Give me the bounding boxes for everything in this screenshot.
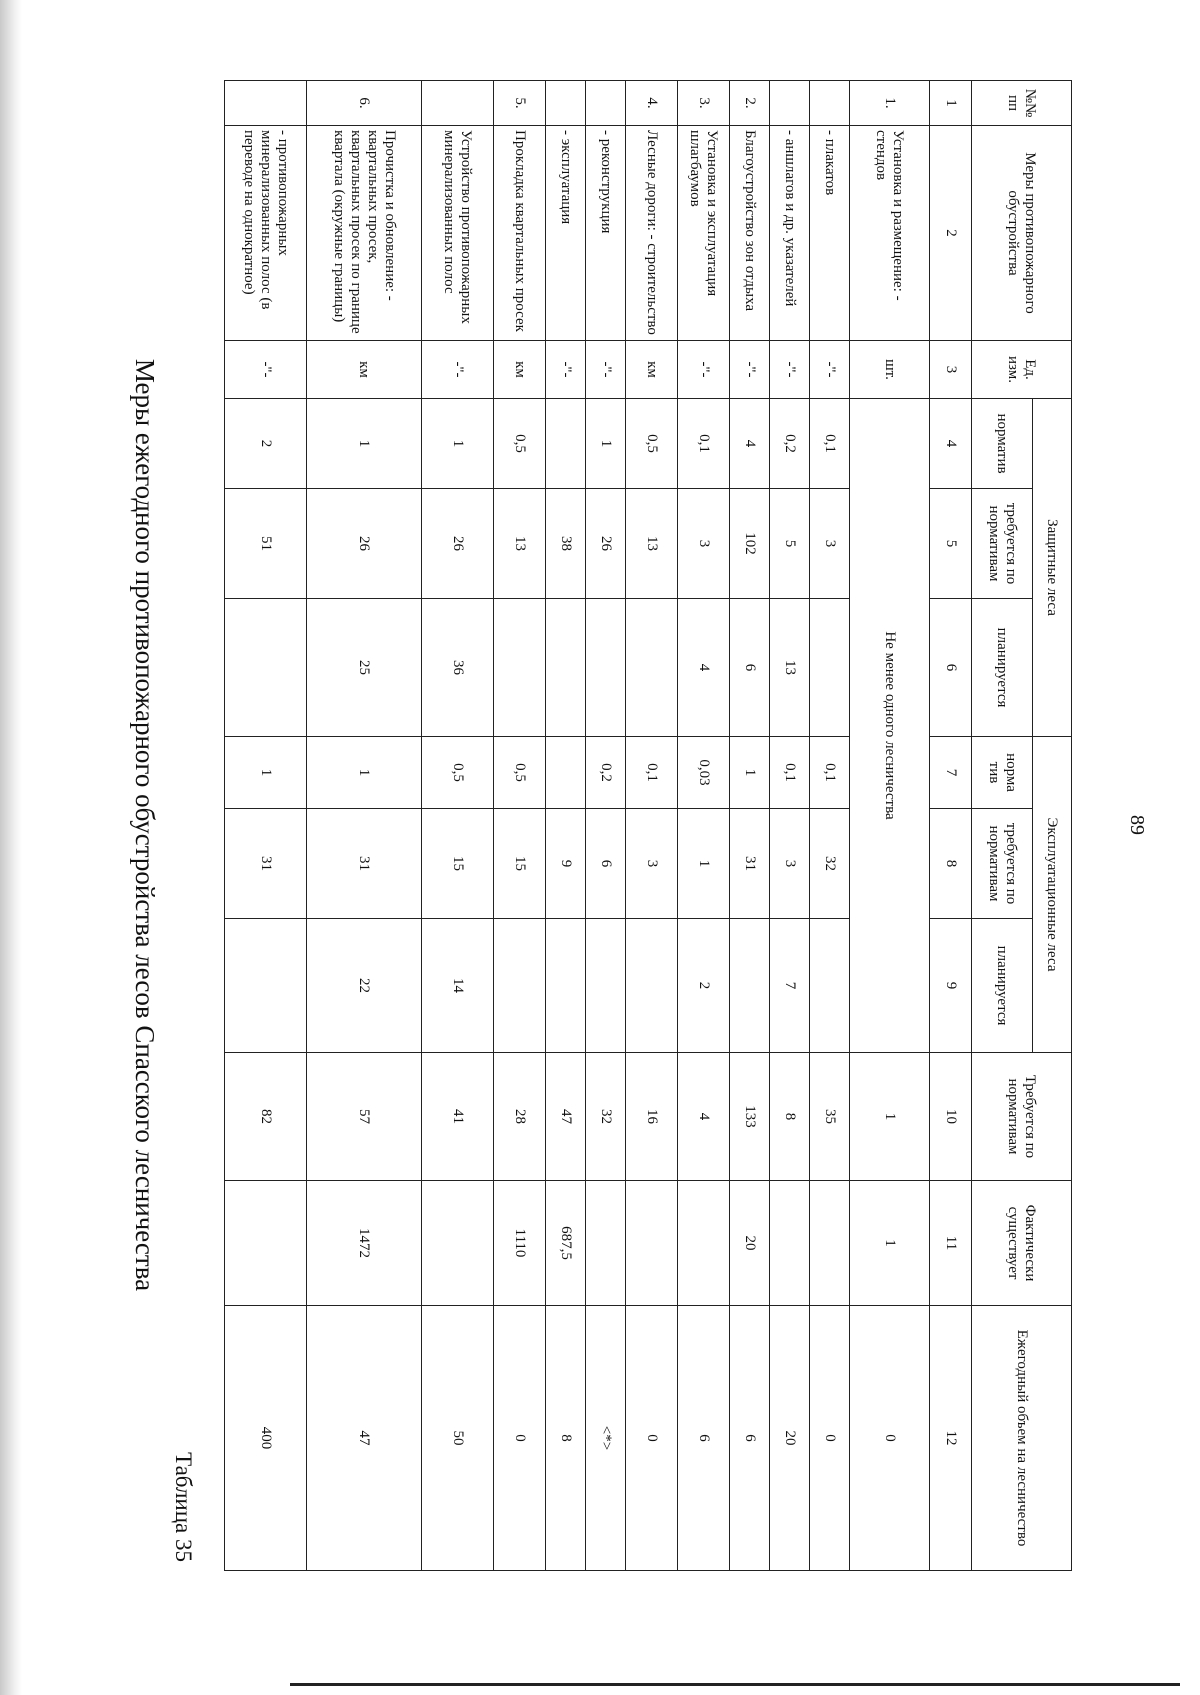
annual-volume: 0 — [850, 1306, 930, 1571]
table-row — [422, 81, 494, 1571]
unit-cell: км — [626, 341, 678, 399]
exploitation-norm: 1 — [225, 737, 307, 809]
header-annual: Ежегодный объем на лесничество — [972, 1306, 1072, 1571]
annual-volume: <*> — [586, 1306, 626, 1571]
unit-cell: -"- — [678, 341, 730, 399]
exploitation-planned: 22 — [307, 919, 422, 1053]
required-total: 57 — [307, 1053, 422, 1181]
row-number: 5. — [494, 81, 546, 126]
unit-cell: -"- — [546, 341, 586, 399]
annual-volume: 8 — [546, 1306, 586, 1571]
column-number: 2 — [930, 126, 972, 341]
rotated-content — [130, 80, 1148, 1570]
annual-volume: 6 — [730, 1306, 770, 1571]
exploitation-planned — [810, 919, 850, 1053]
annual-volume: 0 — [494, 1306, 546, 1571]
protective-required: 102 — [730, 489, 770, 599]
table-row — [678, 81, 730, 1571]
protective-planned — [494, 599, 546, 737]
row-number — [422, 81, 494, 126]
measure-name: Благоустройство зон отдыха — [730, 126, 770, 341]
unit-cell: км — [494, 341, 546, 399]
exploitation-planned — [494, 919, 546, 1053]
protective-planned: 25 — [307, 599, 422, 737]
protective-norm — [546, 399, 586, 489]
unit-cell: -"- — [225, 341, 307, 399]
protective-norm: 1 — [307, 399, 422, 489]
protective-required: 3 — [678, 489, 730, 599]
protective-norm: 0,2 — [770, 399, 810, 489]
table-row — [626, 81, 678, 1571]
required-total: 16 — [626, 1053, 678, 1181]
exploitation-norm — [546, 737, 586, 809]
table-row — [307, 81, 422, 1571]
protective-norm: 1 — [422, 399, 494, 489]
document-title: Меры ежегодного противопожарного обустройства лесов Спасского лесничества — [130, 358, 160, 1292]
exploitation-required: 3 — [626, 809, 678, 919]
protective-required: 51 — [225, 489, 307, 599]
row-number: 2. — [730, 81, 770, 126]
exploitation-required: 32 — [810, 809, 850, 919]
protective-planned: 36 — [422, 599, 494, 737]
protective-required: 26 — [307, 489, 422, 599]
bottom-rule — [290, 1683, 1180, 1686]
table-row — [546, 81, 586, 1571]
header-req-norm: требуется по нормативам — [972, 489, 1033, 599]
exploitation-norm: 0,03 — [678, 737, 730, 809]
actual-existing — [678, 1181, 730, 1306]
annual-volume: 50 — [422, 1306, 494, 1571]
table-row — [730, 81, 770, 1571]
row-number — [546, 81, 586, 126]
actual-existing — [810, 1181, 850, 1306]
exploitation-norm: 0,1 — [626, 737, 678, 809]
column-number: 6 — [930, 599, 972, 737]
exploitation-norm: 0,5 — [494, 737, 546, 809]
annual-volume: 400 — [225, 1306, 307, 1571]
table-label: Таблица 35 — [171, 1452, 196, 1562]
required-total: 1 — [850, 1053, 930, 1181]
header-norm: норматив — [972, 399, 1033, 489]
required-total: 133 — [730, 1053, 770, 1181]
measure-name: Устройство противопожарных минерализованных полос — [422, 126, 494, 341]
header-row-group — [1033, 81, 1072, 1571]
measure-name: Установка и эксплуатация шлагбаумов — [678, 126, 730, 341]
merged-note-cell: Не менее одного лесничества — [850, 399, 930, 1053]
header-required: Требуется по нормативам — [972, 1053, 1072, 1181]
actual-existing: 687,5 — [546, 1181, 586, 1306]
table-row — [225, 81, 307, 1571]
header-planned-2: планируется — [972, 919, 1033, 1053]
measure-name: - плакатов — [810, 126, 850, 341]
protective-norm: 0,5 — [494, 399, 546, 489]
required-total: 28 — [494, 1053, 546, 1181]
table-row — [494, 81, 546, 1571]
row-number: 3. — [678, 81, 730, 126]
exploitation-norm: 0,1 — [770, 737, 810, 809]
row-number: 4. — [626, 81, 678, 126]
protective-planned — [586, 599, 626, 737]
exploitation-planned — [730, 919, 770, 1053]
required-total: 41 — [422, 1053, 494, 1181]
column-number: 7 — [930, 737, 972, 809]
protective-required: 13 — [494, 489, 546, 599]
measure-name: Прочистка и обновление: - квартальных просек, квартальных просек по границе квартала (окружные границы) — [307, 126, 422, 341]
exploitation-required: 6 — [586, 809, 626, 919]
protective-planned — [546, 599, 586, 737]
protective-norm: 0,5 — [626, 399, 678, 489]
row-number — [770, 81, 810, 126]
unit-cell: шт. — [850, 341, 930, 399]
exploitation-norm: 0,5 — [422, 737, 494, 809]
exploitation-required: 1 — [678, 809, 730, 919]
table-row — [850, 81, 930, 1571]
unit-cell: км — [307, 341, 422, 399]
exploitation-planned: 2 — [678, 919, 730, 1053]
column-number: 3 — [930, 341, 972, 399]
column-number: 10 — [930, 1053, 972, 1181]
table-row — [770, 81, 810, 1571]
protective-norm: 0,1 — [678, 399, 730, 489]
actual-existing — [225, 1181, 307, 1306]
protective-planned — [810, 599, 850, 737]
unit-cell: -"- — [586, 341, 626, 399]
exploitation-required: 3 — [770, 809, 810, 919]
protective-required: 5 — [770, 489, 810, 599]
header-unit: Ед. изм. — [972, 341, 1072, 399]
actual-existing: 1472 — [307, 1181, 422, 1306]
row-number — [225, 81, 307, 126]
row-number: 6. — [307, 81, 422, 126]
exploitation-norm: 0,1 — [810, 737, 850, 809]
exploitation-planned — [225, 919, 307, 1053]
fire-measures-table — [224, 80, 1072, 1571]
exploitation-required: 31 — [730, 809, 770, 919]
required-total: 35 — [810, 1053, 850, 1181]
protective-planned — [225, 599, 307, 737]
column-number: 9 — [930, 919, 972, 1053]
protective-planned: 4 — [678, 599, 730, 737]
protective-required: 26 — [586, 489, 626, 599]
actual-existing — [626, 1181, 678, 1306]
column-number: 12 — [930, 1306, 972, 1571]
exploitation-required: 31 — [225, 809, 307, 919]
actual-existing: 1 — [850, 1181, 930, 1306]
annual-volume: 20 — [770, 1306, 810, 1571]
header-planned: планируется — [972, 599, 1033, 737]
exploitation-required: 15 — [422, 809, 494, 919]
table-row — [810, 81, 850, 1571]
exploitation-planned: 14 — [422, 919, 494, 1053]
column-number: 5 — [930, 489, 972, 599]
column-number-row — [930, 81, 972, 1571]
required-total: 32 — [586, 1053, 626, 1181]
actual-existing: 20 — [730, 1181, 770, 1306]
header-num: №№ пп — [972, 81, 1072, 126]
exploitation-norm: 0,2 — [586, 737, 626, 809]
column-number: 11 — [930, 1181, 972, 1306]
actual-existing — [422, 1181, 494, 1306]
measure-name: Прокладка квартальных просек — [494, 126, 546, 341]
exploitation-planned — [586, 919, 626, 1053]
protective-required: 13 — [626, 489, 678, 599]
protective-planned: 6 — [730, 599, 770, 737]
exploitation-norm: 1 — [730, 737, 770, 809]
protective-planned — [626, 599, 678, 737]
required-total: 47 — [546, 1053, 586, 1181]
measure-name: - противопожарных минерализованных полос (в переводе на однократное) — [225, 126, 307, 341]
header-norm-2: норма тив — [972, 737, 1033, 809]
required-total: 82 — [225, 1053, 307, 1181]
required-total: 8 — [770, 1053, 810, 1181]
measure-name: - аншлагов и др. указателей — [770, 126, 810, 341]
column-number: 8 — [930, 809, 972, 919]
exploitation-norm: 1 — [307, 737, 422, 809]
column-number: 1 — [930, 81, 972, 126]
protective-required: 38 — [546, 489, 586, 599]
scan-edge-shadow — [0, 0, 22, 1695]
measure-name: Лесные дороги: - строительство — [626, 126, 678, 341]
exploitation-required: 31 — [307, 809, 422, 919]
annual-volume: 0 — [626, 1306, 678, 1571]
protective-norm: 2 — [225, 399, 307, 489]
header-protective-forests: Защитные леса — [1033, 399, 1072, 737]
exploitation-planned — [626, 919, 678, 1053]
unit-cell: -"- — [422, 341, 494, 399]
table-row — [586, 81, 626, 1571]
protective-required: 26 — [422, 489, 494, 599]
protective-planned: 13 — [770, 599, 810, 737]
header-actual: Фактически существует — [972, 1181, 1072, 1306]
protective-norm: 0,1 — [810, 399, 850, 489]
row-number — [810, 81, 850, 126]
annual-volume: 47 — [307, 1306, 422, 1571]
annual-volume: 0 — [810, 1306, 850, 1571]
actual-existing — [586, 1181, 626, 1306]
actual-existing: 1110 — [494, 1181, 546, 1306]
actual-existing — [770, 1181, 810, 1306]
page-number: 89 — [1126, 815, 1148, 835]
protective-norm: 4 — [730, 399, 770, 489]
exploitation-required: 15 — [494, 809, 546, 919]
unit-cell: -"- — [730, 341, 770, 399]
exploitation-required: 9 — [546, 809, 586, 919]
measure-name: Установка и размещение: - стендов — [850, 126, 930, 341]
column-number: 4 — [930, 399, 972, 489]
header-measure: Меры противопожарного обустройства — [972, 126, 1072, 341]
measure-name: - реконструкция — [586, 126, 626, 341]
row-number: 1. — [850, 81, 930, 126]
protective-norm: 1 — [586, 399, 626, 489]
exploitation-planned — [546, 919, 586, 1053]
header-exploitation-forests: Эксплуатационные леса — [1033, 737, 1072, 1053]
header-req-norm-2: требуется по нормативам — [972, 809, 1033, 919]
unit-cell: -"- — [810, 341, 850, 399]
required-total: 4 — [678, 1053, 730, 1181]
measure-name: - эксплуатация — [546, 126, 586, 341]
annual-volume: 6 — [678, 1306, 730, 1571]
exploitation-planned: 7 — [770, 919, 810, 1053]
protective-required: 3 — [810, 489, 850, 599]
unit-cell: -"- — [770, 341, 810, 399]
row-number — [586, 81, 626, 126]
